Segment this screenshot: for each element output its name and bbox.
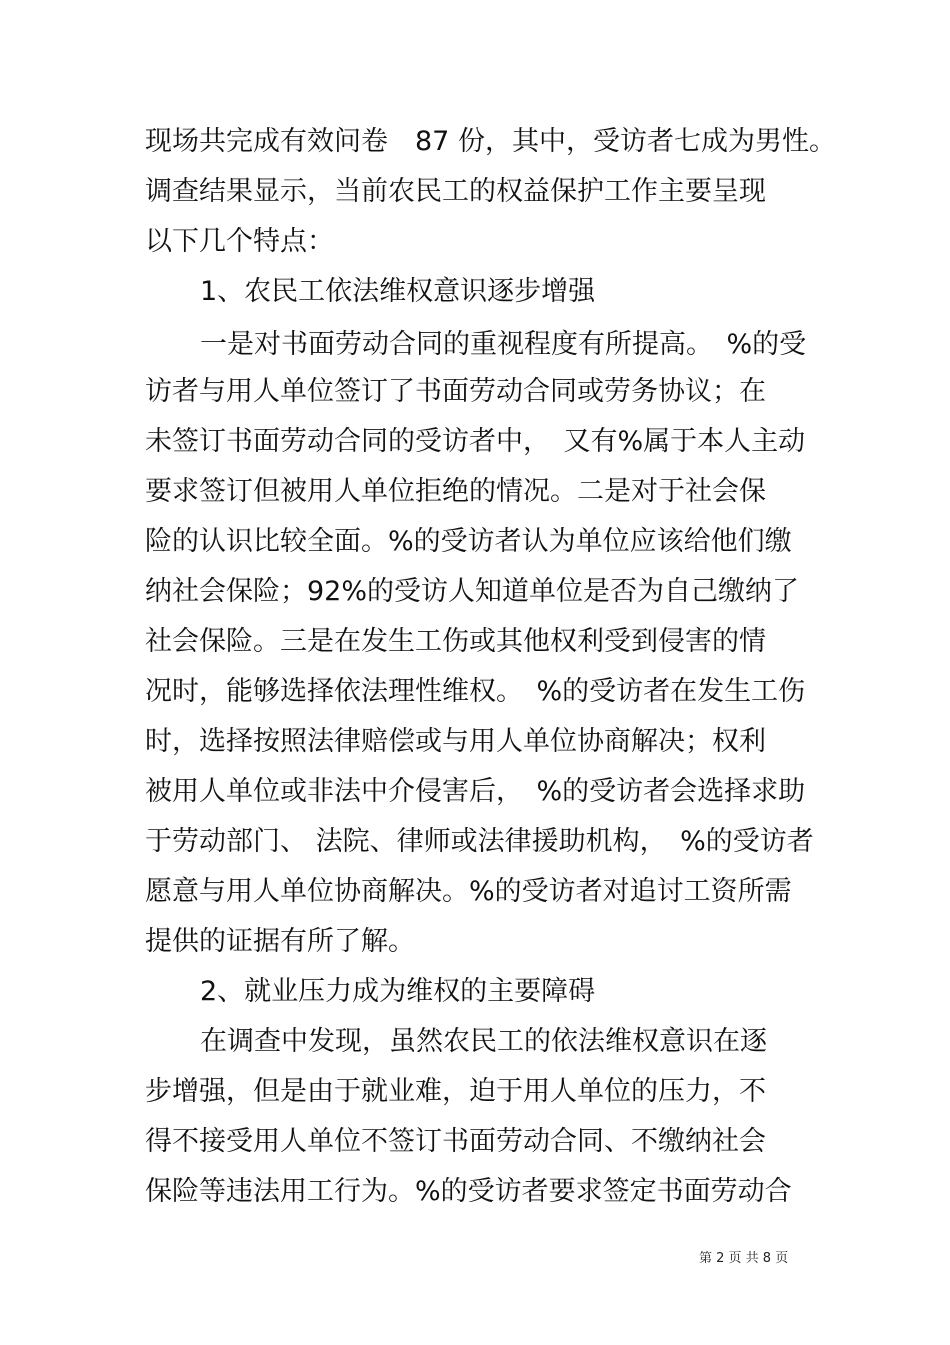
section-heading: 2、就业压力成为维权的主要障碍 [200, 976, 596, 1007]
paragraph-line: 在调查中发现，虽然农民工的依法维权意识在逐 [200, 1026, 767, 1057]
paragraph-line: 社会保险。三是在发生工伤或其他权利受到侵害的情 [145, 626, 766, 657]
paragraph-line: 纳社会保险；92%的受访人知道单位是否为自己缴纳了 [145, 576, 800, 607]
paragraph-line: 要求签订但被用人单位拒绝的情况。二是对于社会保 [145, 476, 766, 507]
paragraph-line: 险的认识比较全面。%的受访者认为单位应该给他们缴 [145, 526, 792, 557]
paragraph-line: 访者与用人单位签订了书面劳动合同或劳务协议；在 [145, 376, 766, 407]
paragraph-line: 况时，能够选择依法理性维权。 %的受访者在发生工伤 [145, 676, 806, 707]
paragraph-line: 得不接受用人单位不签订书面劳动合同、不缴纳社会 [145, 1126, 766, 1157]
paragraph-line: 未签订书面劳动合同的受访者中， 又有%属于本人主动 [145, 426, 806, 457]
paragraph-line: 于劳动部门、 法院、律师或法律援助机构， %的受访者 [145, 826, 814, 857]
paragraph-line: 提供的证据有所了解。 [145, 926, 415, 957]
page-number-footer: 第 2 页 共 8 页 [699, 1251, 789, 1266]
paragraph-line: 现场共完成有效问卷 87 份，其中，受访者七成为男性。 [145, 126, 836, 157]
paragraph-line: 一是对书面劳动合同的重视程度有所提高。 %的受 [200, 329, 807, 360]
paragraph-line: 步增强，但是由于就业难，迫于用人单位的压力，不 [145, 1076, 766, 1107]
paragraph-line: 调查结果显示，当前农民工的权益保护工作主要呈现 [145, 176, 766, 207]
paragraph-line: 以下几个特点： [145, 226, 334, 257]
paragraph-line: 保险等违法用工行为。%的受访者要求签定书面劳动合 [145, 1176, 792, 1207]
paragraph-line: 被用人单位或非法中介侵害后， %的受访者会选择求助 [145, 776, 806, 807]
section-heading: 1、农民工依法维权意识逐步增强 [200, 276, 596, 307]
paragraph-line: 时，选择按照法律赔偿或与用人单位协商解决；权利 [145, 726, 766, 757]
paragraph-line: 愿意与用人单位协商解决。%的受访者对追讨工资所需 [145, 876, 792, 907]
